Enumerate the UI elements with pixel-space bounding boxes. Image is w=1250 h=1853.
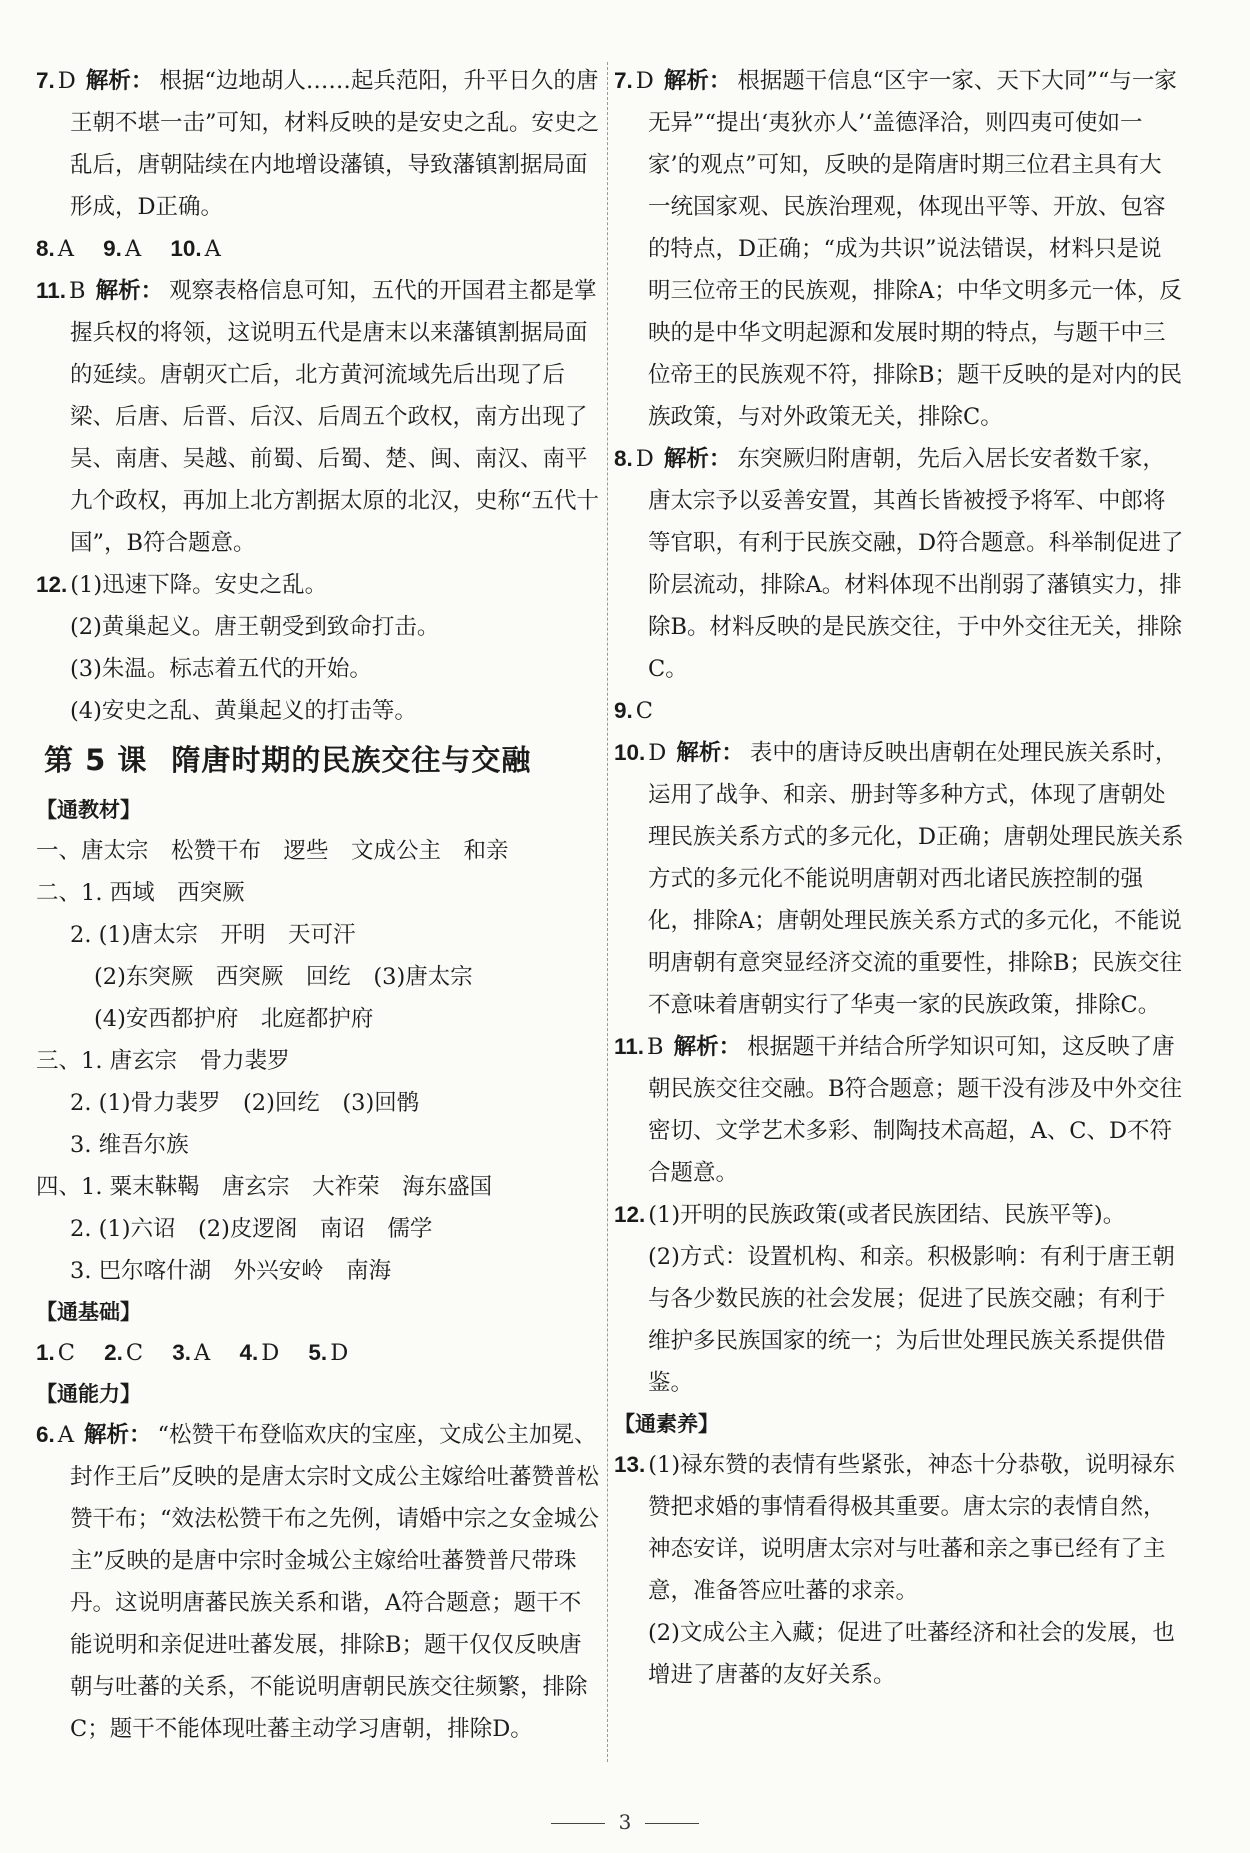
answer-right-8: 8. D 解析： 东突厥归附唐朝，先后入居长安者数千家，唐太宗予以妥善安置，其酋长皆被授予将军、中郎将等官职，有利于民族交融，D符合题意。科举制促进了阶层流动，排除A。材料体现不出削弱了藩镇实力，排除B。材料反映的是民族交往，于中外交往无关，排除C。 (614, 446, 1184, 682)
tongjiaocai-row: 3. 维吾尔族 (70, 1132, 189, 1158)
answer-left-12: 12. (1)迅速下降。安史之乱。 (36, 572, 328, 598)
left-column (36, 60, 602, 1750)
answer-right-13: 13. (1)禄东赞的表情有些紧张，神态十分恭敬，说明禄东赞把求婚的事情看得极其重要。唐太宗的表情自然，神态安详，说明唐太宗对与吐蕃和亲之事已经有了主意，准备答应吐蕃的求亲。 (614, 1452, 1176, 1604)
section-tongsuyang: 【通素养】 (614, 1412, 719, 1436)
answer-left-6: 6. A 解析： “松赞干布登临欢庆的宝座，文成公主加冕、封作王后”反映的是唐太宗时文成公主嫁给吐蕃赞普松赞干布；“效法松赞干布之先例，请婚中宗之女金城公主”反映的是唐中宗时金城公主嫁给吐蕃赞普尺带珠丹。这说明唐蕃民族关系和谐，A符合题意；题干不能说明和亲促进吐蕃发展，排除B；题干仅仅反映唐朝与吐蕃的关系，不能说明唐朝民族交往频繁，排除C；题干不能体现吐蕃主动学习唐朝，排除D。 (36, 1422, 600, 1742)
page-number: 3 (0, 1810, 1250, 1834)
answer-right-9: 9. C (614, 698, 653, 724)
tongjiaocai-row: 三、1. 唐玄宗 骨力裴罗 (36, 1048, 290, 1074)
section-tongjichu: 【通基础】 (36, 1300, 141, 1324)
tongjiaocai-row: 2. (1)唐太宗 开明 天可汗 (70, 922, 356, 948)
section-tongjiaocai: 【通教材】 (36, 798, 141, 822)
answer-right-12: 12. (1)开明的民族政策(或者民族团结、民族平等)。 (614, 1202, 1126, 1228)
tongjiaocai-row: (4)安西都护府 北庭都护府 (94, 1006, 374, 1032)
tongjiaocai-row: 二、1. 西域 西突厥 (36, 880, 245, 906)
lesson-title: 第 5 课 隋唐时期的民族交往与交融 (44, 743, 532, 777)
tongjiaocai-row: 2. (1)六诏 (2)皮逻阁 南诏 儒学 (70, 1216, 433, 1242)
answer-right-10: 10. D 解析： 表中的唐诗反映出唐朝在处理民族关系时，运用了战争、和亲、册封等多种方式，体现了唐朝处理民族关系方式的多元化，D正确；唐朝处理民族关系方式的多元化不能说明唐朝对西北诸民族控制的强化，排除A；唐朝处理民族关系方式的多元化，不能说明唐朝有意突显经济交流的重要性，排除B；民族交往不意味着唐朝实行了华夷一家的民族政策，排除C。 (614, 740, 1184, 1018)
answer-left-12-part3: (3)朱温。标志着五代的开始。 (70, 656, 372, 682)
tongjichu-answers: 1. C 2. C 3. A 4. D 5. D (36, 1340, 349, 1366)
tongjiaocai-row: 2. (1)骨力裴罗 (2)回纥 (3)回鹘 (70, 1090, 420, 1116)
answer-left-11: 11. B 解析： 观察表格信息可知，五代的开国君主都是掌握兵权的将领，这说明五代是唐末以来藩镇割据局面的延续。唐朝灭亡后，北方黄河流域先后出现了后梁、后唐、后晋、后汉、后周五个政权，南方出现了吴、南唐、吴越、前蜀、后蜀、楚、闽、南汉、南平九个政权，再加上北方割据太原的北汉，史称“五代十国”，B符合题意。 (36, 278, 600, 556)
answer-left-12-part2: (2)黄巢起义。唐王朝受到致命打击。 (70, 614, 440, 640)
tongjiaocai-row: 一、唐太宗 松赞干布 逻些 文成公主 和亲 (36, 838, 509, 864)
answer-right-11: 11. B 解析： 根据题干并结合所学知识可知，这反映了唐朝民族交往交融。B符合题意；题干没有涉及中外交往密切、文学艺术多彩、制陶技术高超，A、C、D不符合题意。 (614, 1034, 1183, 1186)
answer-left-7: 7. D 解析： 根据“边地胡人……起兵范阳，升平日久的唐王朝不堪一击”可知，材料反映的是安史之乱。安史之乱后，唐朝陆续在内地增设藩镇，导致藩镇割据局面形成，D正确。 (36, 68, 600, 220)
answer-right-12-part2: (2)方式：设置机构、和亲。积极影响：有利于唐王朝与各少数民族的社会发展；促进了民族交融；有利于维护多民族国家的统一；为后世处理民族关系提供借鉴。 (648, 1244, 1175, 1396)
tongjiaocai-row: 3. 巴尔喀什湖 外兴安岭 南海 (70, 1258, 392, 1284)
right-column (614, 60, 1184, 1696)
tongjiaocai-row: (2)东突厥 西突厥 回纥 (3)唐太宗 (94, 964, 473, 990)
answer-right-13-part2: (2)文成公主入藏；促进了吐蕃经济和社会的发展，也增进了唐蕃的友好关系。 (648, 1620, 1175, 1688)
section-tongnengli: 【通能力】 (36, 1382, 141, 1406)
answer-left-12-part4: (4)安史之乱、黄巢起义的打击等。 (70, 698, 417, 724)
column-divider (607, 62, 608, 1762)
answer-left-8-10: 8. A 9. A 10. A (36, 236, 221, 262)
answer-right-7: 7. D 解析： 根据题干信息“区宇一家、天下大同”“与一家无异”“提出‘夷狄亦人’‘盖德泽洽，则四夷可使如一家’的观点”可知，反映的是隋唐时期三位君主具有大一统国家观、民族治理观，体现出平等、开放、包容的特点，D正确；“成为共识”说法错误，材料只是说明三位帝王的民族观，排除A；中华文明多元一体，反映的是中华文明起源和发展时期的特点，与题干中三位帝王的民族观不符，排除B；题干反映的是对内的民族政策，与对外政策无关，排除C。 (614, 68, 1183, 430)
tongjiaocai-list (36, 830, 602, 1292)
tongjiaocai-row: 四、1. 粟末靺鞨 唐玄宗 大祚荣 海东盛国 (36, 1174, 493, 1200)
